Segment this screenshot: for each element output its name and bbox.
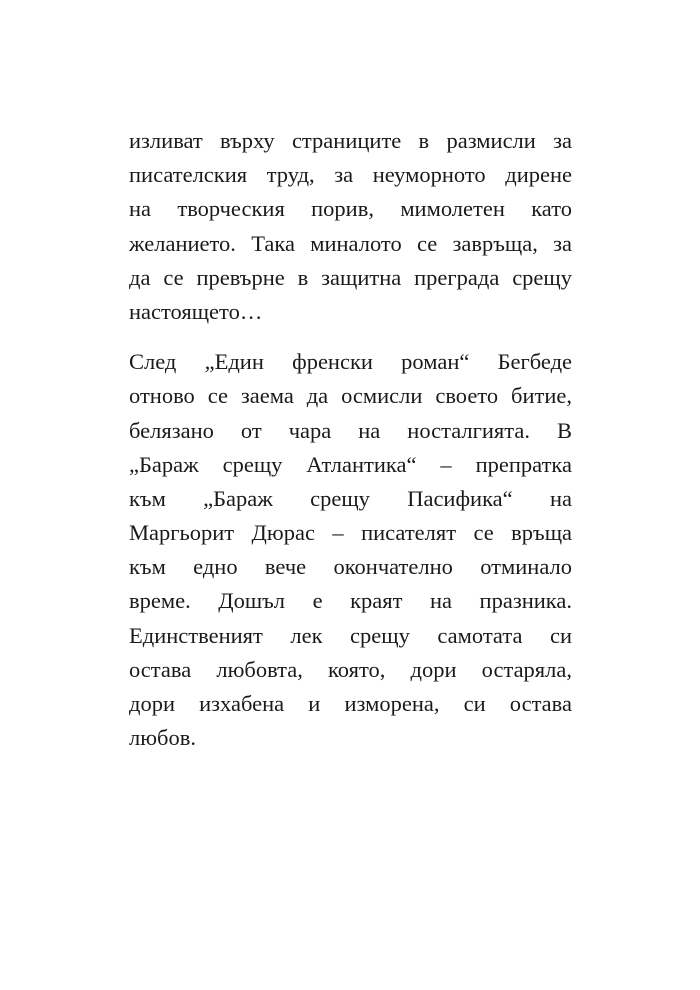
- text-line: отново се заема да осмисли своето битие,: [129, 383, 572, 409]
- body-text: [129, 124, 572, 755]
- text-line: Единственият лек срещу самотата си: [129, 622, 572, 648]
- text-line: белязано от чара на носталгията. В: [129, 417, 572, 443]
- text-line: След „Един френски роман“ Бегбеде: [129, 349, 572, 375]
- text-line: Маргьорит Дюрас – писателят се връща: [129, 520, 572, 546]
- text-line: време. Дошъл е краят на празника.: [129, 588, 572, 614]
- text-line: любов.: [129, 725, 196, 751]
- text-line: остава любовта, която, дори остаряла,: [129, 656, 572, 682]
- text-line: на творческия порив, мимолетен като: [129, 196, 572, 222]
- text-line: настоящето…: [129, 298, 263, 324]
- text-line: писателския труд, за неуморното дирене: [129, 162, 572, 188]
- text-line: изливат върху страниците в размисли за: [129, 128, 572, 153]
- paragraph-spacer: [129, 329, 572, 345]
- text-line: желанието. Така миналото се завръща, за: [129, 230, 572, 256]
- text-line: към „Бараж срещу Пасифика“ на: [129, 485, 572, 511]
- text-line: дори изхабена и изморена, си остава: [129, 691, 572, 716]
- paragraph-1: [129, 124, 572, 329]
- text-line: „Бараж срещу Атлантика“ – препратка: [129, 451, 572, 477]
- paragraph-2: [129, 345, 572, 755]
- text-line: да се превърне в защитна преграда срещу: [129, 264, 572, 290]
- text-line: към едно вече окончателно отминало: [129, 554, 572, 580]
